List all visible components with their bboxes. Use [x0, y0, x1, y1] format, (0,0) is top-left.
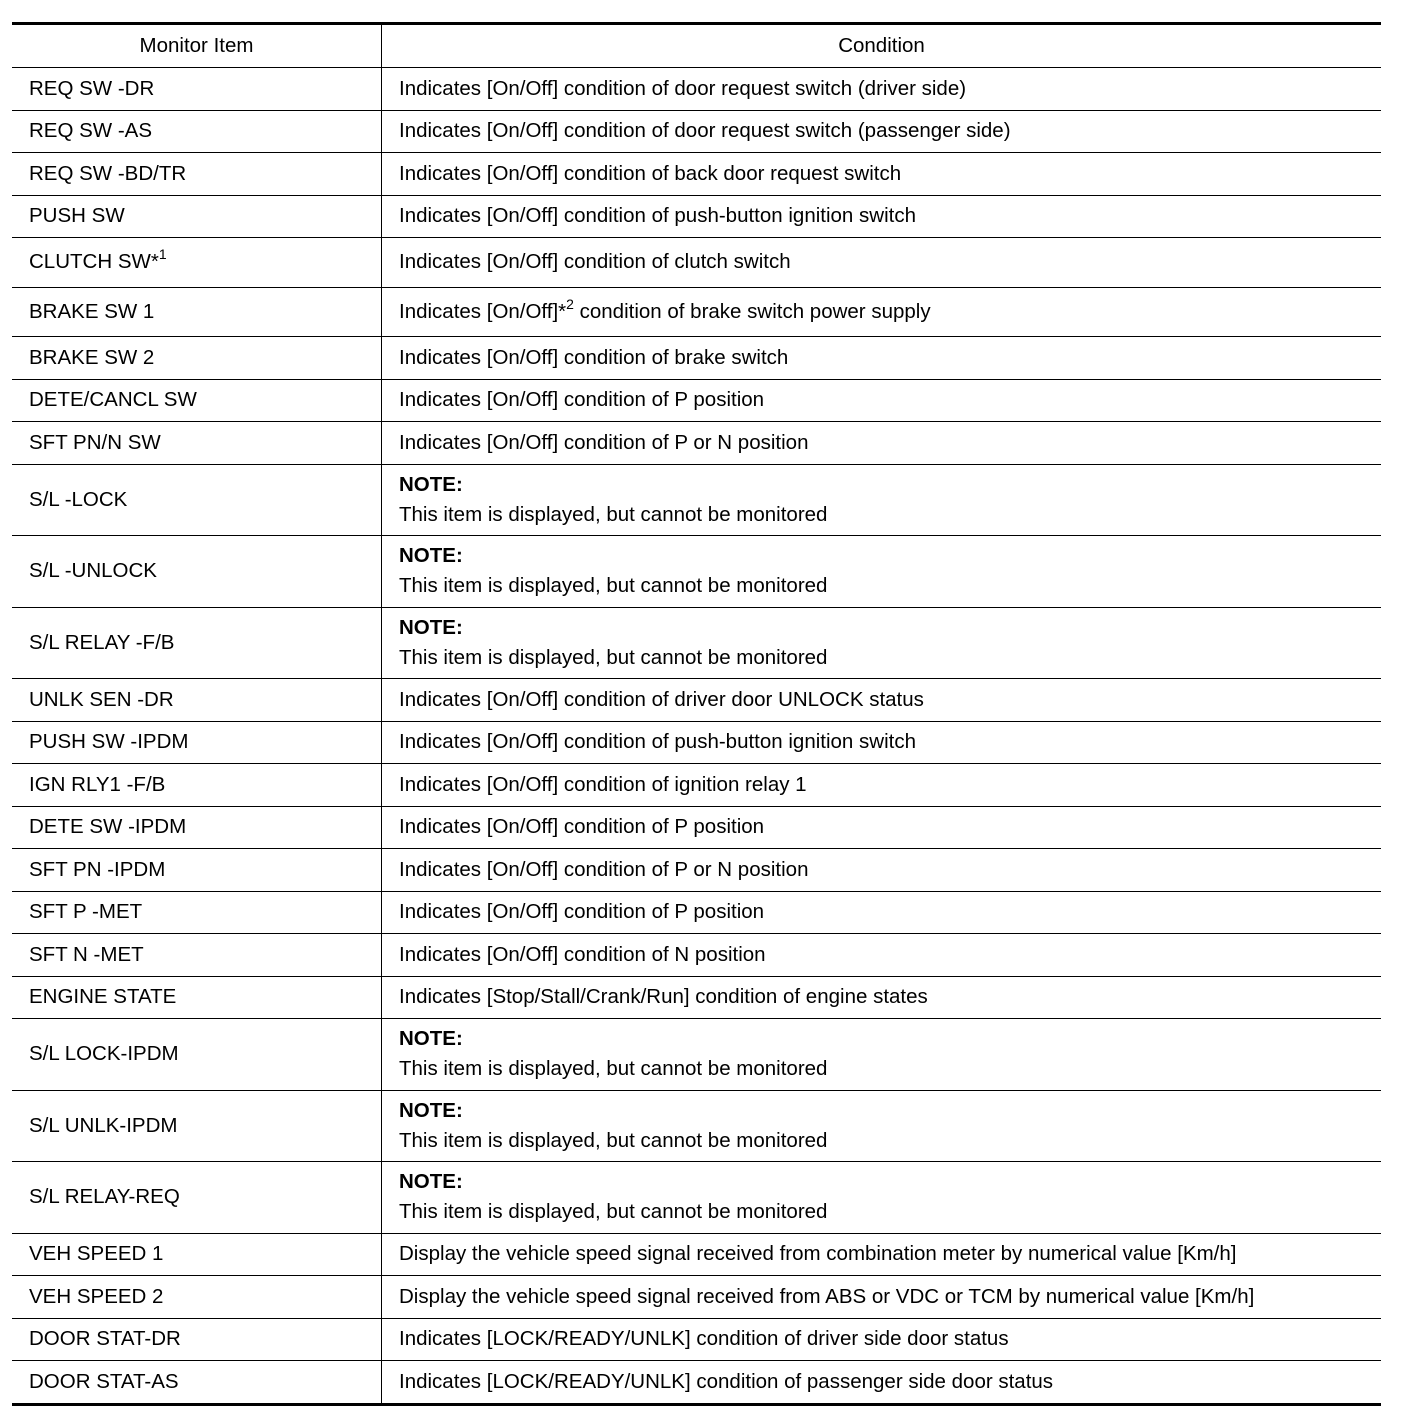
condition-text: Indicates [On/Off] condition of back door request switch [399, 161, 902, 185]
monitor-item-name: IGN RLY1 -F/B [29, 772, 166, 796]
monitor-item-table [12, 22, 1381, 1406]
table-row [12, 287, 1381, 337]
condition-text: Display the vehicle speed signal received from ABS or VDC or TCM by numerical value [Km/h] [399, 1284, 1255, 1308]
condition-cell [382, 934, 1382, 977]
monitor-item-cell [12, 934, 382, 977]
table-row [12, 764, 1381, 807]
monitor-item-name: SFT PN/N SW [29, 430, 161, 454]
condition-text: Indicates [On/Off] condition of P position [399, 388, 765, 412]
monitor-item-name: S/L RELAY-REQ [29, 1185, 180, 1209]
condition-cell [382, 337, 1382, 380]
note-label: NOTE: [399, 544, 463, 568]
monitor-item-cell [12, 1090, 382, 1162]
monitor-item-cell [12, 422, 382, 465]
monitor-item-name: ENGINE STATE [29, 985, 177, 1009]
monitor-item-cell [12, 287, 382, 337]
condition-text: Indicates [On/Off] condition of P or N position [399, 430, 809, 454]
table-row [12, 721, 1381, 764]
condition-cell [382, 1318, 1382, 1361]
monitor-item-name: REQ SW -AS [29, 119, 153, 143]
condition-text: Indicates [LOCK/READY/UNLK] condition of passenger side door status [399, 1369, 1054, 1393]
table-row [12, 1361, 1381, 1405]
monitor-item-cell [12, 1276, 382, 1319]
monitor-item-cell [12, 110, 382, 153]
table-row [12, 849, 1381, 892]
condition-cell [382, 536, 1382, 608]
condition-cell [382, 287, 1382, 337]
monitor-item-cell [12, 1019, 382, 1091]
monitor-item-cell [12, 1233, 382, 1276]
condition-text: This item is displayed, but cannot be monitored [399, 574, 828, 598]
monitor-item-cell [12, 721, 382, 764]
table-row [12, 1162, 1381, 1234]
condition-cell [382, 891, 1382, 934]
note-label: NOTE: [399, 1098, 463, 1122]
monitor-item-cell [12, 536, 382, 608]
table-row [12, 195, 1381, 238]
table-row [12, 891, 1381, 934]
monitor-item-cell [12, 607, 382, 679]
monitor-item-name: SFT P -MET [29, 900, 143, 924]
monitor-item-name: BRAKE SW 1 [29, 299, 155, 323]
condition-text: This item is displayed, but cannot be monitored [399, 1128, 828, 1152]
monitor-item-name: SFT PN -IPDM [29, 857, 166, 881]
condition-cell [382, 607, 1382, 679]
condition-cell [382, 379, 1382, 422]
table-row [12, 464, 1381, 536]
monitor-item-name: CLUTCH SW* [29, 250, 159, 274]
condition-text: Indicates [On/Off] condition of push-button ignition switch [399, 204, 916, 228]
condition-cell [382, 1233, 1382, 1276]
monitor-item-cell [12, 337, 382, 380]
condition-text: Indicates [On/Off]* [399, 299, 567, 323]
monitor-item-cell [12, 679, 382, 722]
monitor-item-name: REQ SW -BD/TR [29, 161, 187, 185]
condition-text: Indicates [On/Off] condition of door request switch (driver side) [399, 76, 967, 100]
monitor-item-name: VEH SPEED 2 [29, 1284, 164, 1308]
header-condition: Condition [382, 24, 1382, 68]
table-row [12, 976, 1381, 1019]
condition-cell [382, 764, 1382, 807]
table-row [12, 68, 1381, 111]
monitor-item-name: S/L -LOCK [29, 487, 128, 511]
condition-cell [382, 679, 1382, 722]
condition-cell [382, 195, 1382, 238]
table-row [12, 337, 1381, 380]
table-row [12, 238, 1381, 288]
monitor-item-cell [12, 849, 382, 892]
condition-text: Indicates [Stop/Stall/Crank/Run] condition of engine states [399, 985, 928, 1009]
monitor-item-cell [12, 1361, 382, 1405]
monitor-item-name: REQ SW -DR [29, 76, 155, 100]
condition-cell [382, 1361, 1382, 1405]
condition-cell [382, 68, 1382, 111]
condition-text: Indicates [On/Off] condition of N position [399, 942, 766, 966]
monitor-item-cell [12, 464, 382, 536]
condition-text: Indicates [On/Off] condition of P position [399, 900, 765, 924]
condition-cell [382, 422, 1382, 465]
table-row [12, 153, 1381, 196]
condition-cell [382, 1162, 1382, 1234]
condition-cell [382, 849, 1382, 892]
footnote-marker: 1 [158, 246, 167, 263]
monitor-item-cell [12, 1318, 382, 1361]
monitor-item-name: VEH SPEED 1 [29, 1242, 164, 1266]
monitor-item-name: PUSH SW [29, 204, 125, 228]
note-label: NOTE: [399, 472, 463, 496]
condition-text: Indicates [LOCK/READY/UNLK] condition of driver side door status [399, 1327, 1009, 1351]
footnote-marker: 2 [566, 295, 574, 312]
monitor-item-cell [12, 891, 382, 934]
condition-text: Indicates [On/Off] condition of P or N position [399, 857, 809, 881]
header-monitor-item: Monitor Item [12, 24, 382, 68]
note-label: NOTE: [399, 1170, 463, 1194]
monitor-item-cell [12, 764, 382, 807]
monitor-item-name: DETE/CANCL SW [29, 388, 197, 412]
monitor-item-name: S/L RELAY -F/B [29, 630, 175, 654]
monitor-item-cell [12, 195, 382, 238]
table-row [12, 1090, 1381, 1162]
monitor-item-name: S/L UNLK-IPDM [29, 1113, 178, 1137]
condition-text: Indicates [On/Off] condition of driver door UNLOCK status [399, 687, 924, 711]
monitor-item-name: DOOR STAT-DR [29, 1327, 181, 1351]
table-row [12, 1318, 1381, 1361]
monitor-item-cell [12, 806, 382, 849]
condition-cell [382, 238, 1382, 288]
table-row [12, 679, 1381, 722]
table-row [12, 536, 1381, 608]
monitor-item-name: UNLK SEN -DR [29, 687, 174, 711]
monitor-item-cell [12, 1162, 382, 1234]
header-row [12, 24, 1381, 68]
table-row [12, 379, 1381, 422]
table-row [12, 110, 1381, 153]
condition-text-cont: condition of brake switch power supply [573, 299, 931, 323]
monitor-item-cell [12, 68, 382, 111]
condition-text: This item is displayed, but cannot be monitored [399, 1200, 828, 1224]
condition-cell [382, 976, 1382, 1019]
table-row [12, 607, 1381, 679]
monitor-item-cell [12, 976, 382, 1019]
condition-text: This item is displayed, but cannot be monitored [399, 645, 828, 669]
condition-text: Indicates [On/Off] condition of clutch switch [399, 250, 791, 274]
table-row [12, 1233, 1381, 1276]
condition-text: Display the vehicle speed signal received from combination meter by numerical value [Km/h] [399, 1242, 1237, 1266]
condition-cell [382, 1090, 1382, 1162]
condition-text: Indicates [On/Off] condition of ignition relay 1 [399, 772, 807, 796]
table-row [12, 1019, 1381, 1091]
monitor-item-name: PUSH SW -IPDM [29, 730, 189, 754]
condition-cell [382, 153, 1382, 196]
condition-cell [382, 721, 1382, 764]
monitor-item-name: DETE SW -IPDM [29, 815, 187, 839]
condition-cell [382, 1276, 1382, 1319]
condition-cell [382, 110, 1382, 153]
condition-text: Indicates [On/Off] condition of P position [399, 815, 765, 839]
condition-cell [382, 464, 1382, 536]
monitor-item-name: S/L LOCK-IPDM [29, 1042, 179, 1066]
condition-cell [382, 1019, 1382, 1091]
table-row [12, 422, 1381, 465]
monitor-item-name: SFT N -MET [29, 942, 144, 966]
condition-text: This item is displayed, but cannot be monitored [399, 502, 828, 526]
table-row [12, 934, 1381, 977]
monitor-item-name: BRAKE SW 2 [29, 345, 155, 369]
monitor-item-cell [12, 238, 382, 288]
condition-text: Indicates [On/Off] condition of brake switch [399, 345, 789, 369]
condition-text: Indicates [On/Off] condition of push-button ignition switch [399, 730, 916, 754]
table-row [12, 1276, 1381, 1319]
condition-text: Indicates [On/Off] condition of door request switch (passenger side) [399, 119, 1011, 143]
monitor-item-name: DOOR STAT-AS [29, 1369, 179, 1393]
condition-text: This item is displayed, but cannot be monitored [399, 1057, 828, 1081]
monitor-item-cell [12, 379, 382, 422]
condition-cell [382, 806, 1382, 849]
note-label: NOTE: [399, 1027, 463, 1051]
monitor-item-name: S/L -UNLOCK [29, 559, 157, 583]
table-row [12, 806, 1381, 849]
monitor-item-cell [12, 153, 382, 196]
note-label: NOTE: [399, 615, 463, 639]
